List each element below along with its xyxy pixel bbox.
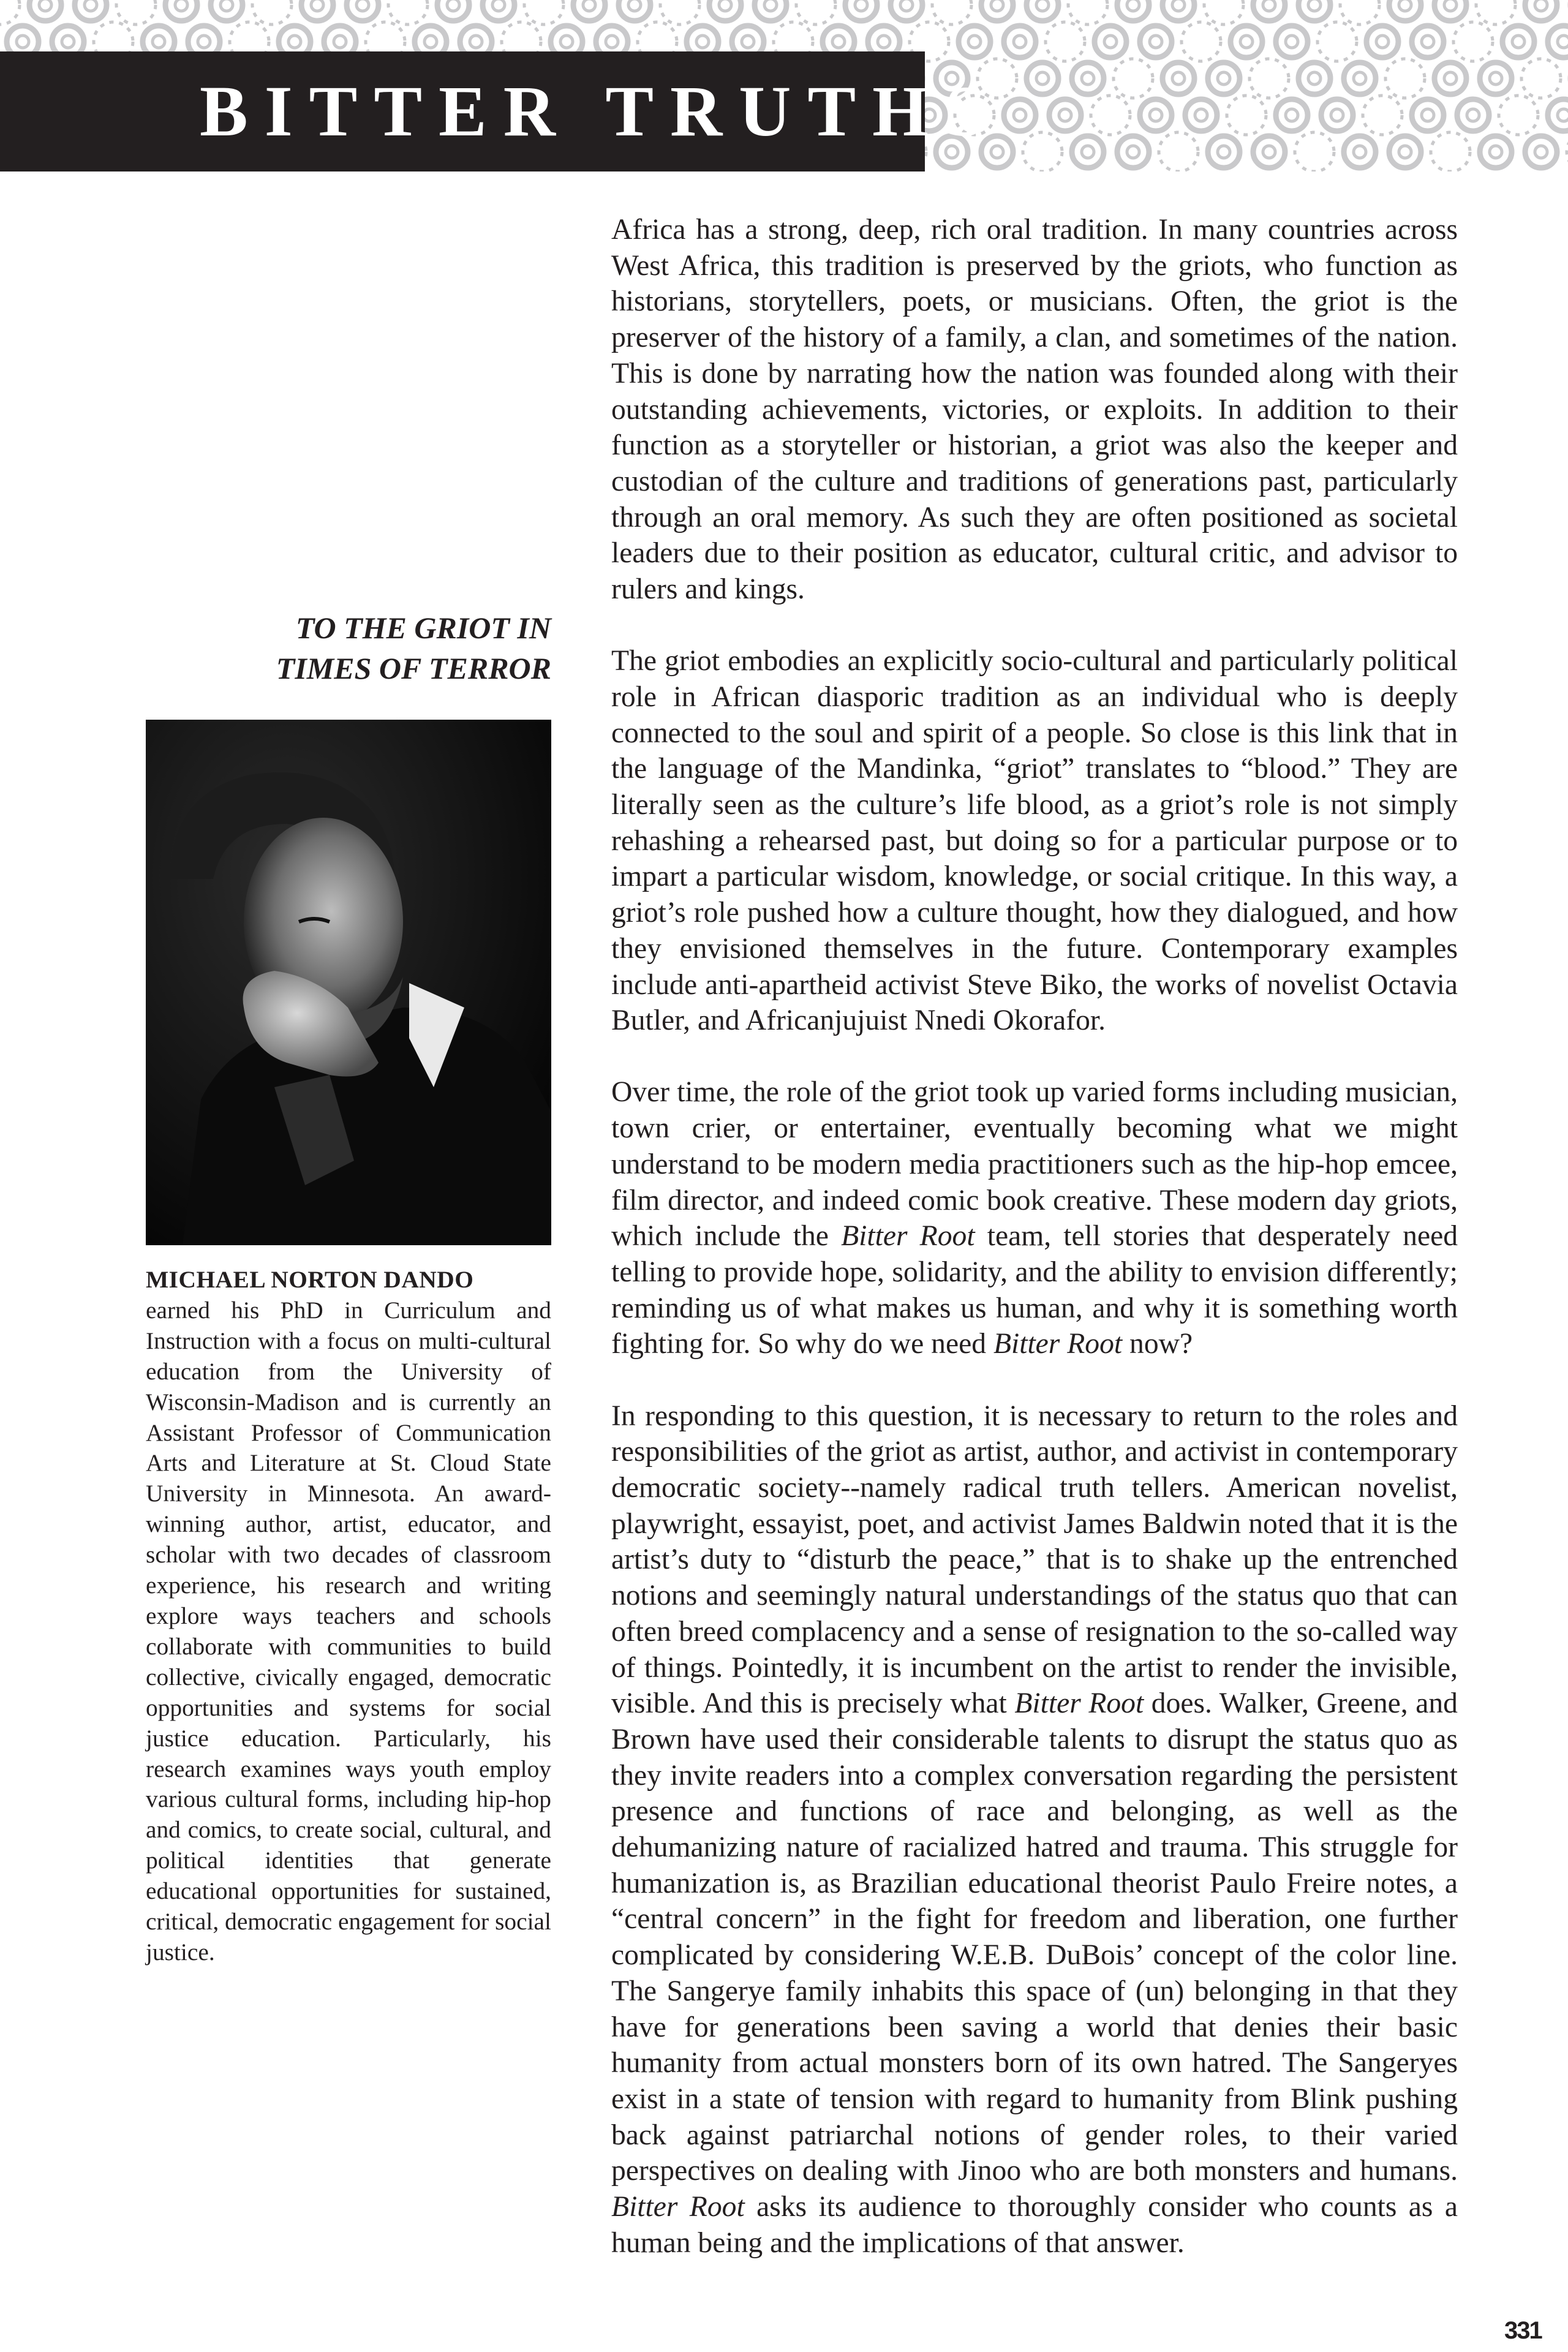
gear-ornament [1389,0,1421,21]
gear-ornament [619,0,650,21]
paragraph-text: Over time, the role of the griot took up varied forms including musician, town crier, or entertainer, eventually becoming what we might understand to be modern media practitioners such as the hip-hop emcee, film director, and indeed comic book creative. These modern day griots, which include the [611,1076,1458,1253]
author-bio [146,1265,551,1968]
gear-ornament [1046,22,1085,61]
paragraph-text: asks its audience to thoroughly consider who counts as a human being and the implications of that answer. [611,2191,1458,2259]
gear-ornament [1276,26,1308,58]
gear-ornament [1208,136,1240,168]
gear-ornament [1521,59,1561,98]
gear-ornament [981,0,1013,21]
gear-ornament [1344,136,1376,168]
gear-ornament [1476,0,1515,24]
gear-ornament [211,0,243,21]
author-name: MICHAEL NORTON DANDO [146,1266,474,1293]
gear-ornament [1548,26,1568,58]
bio-text: earned his PhD in Curriculum and Instruction with a focus on multi-cultural education from the University of Wisconsin-Madison and is currently an Assistant Professor of Communication Arts and Literature at St. Cloud State University in Minnesota. An award-winning author, artist, educator, and scholar with two decades of classroom experience, his research and writing explore ways teachers and schools collaborate with communities to build collective, civically engaged, democratic opportunities and systems for social justice education. Particularly, his research examines ways youth employ various cultural forms, including hip-hop and comics, to create social, cultural, and political identities that generate educational opportunities for sustained, critical, democratic engagement for social justice. [146,1296,551,1966]
gear-ornament [1114,59,1153,98]
book-title-italic: Bitter Root [611,2191,745,2223]
paragraph-text: now? [1122,1328,1193,1360]
gear-ornament [1295,132,1334,172]
gear-ornament [524,0,564,24]
gear-ornament [1366,26,1398,58]
gear-ornament [1185,99,1217,131]
gear-ornament [1231,26,1262,58]
gear-ornament [0,0,20,24]
gear-ornament [1525,0,1557,21]
gear-ornament [1276,99,1308,131]
gear-ornament [1227,96,1266,135]
gear-ornament [1072,62,1104,94]
gear-ornament [1502,26,1534,58]
gear-ornament [1072,136,1104,168]
gear-ornament [29,0,61,21]
article-paragraph-4 [611,1398,1458,2261]
gear-ornament [1298,62,1330,94]
gear-ornament [1068,0,1107,24]
gear-ornament [1499,96,1538,135]
gear-ornament [388,0,428,24]
gear-ornament [347,0,379,21]
gear-ornament [1457,99,1489,131]
gear-ornament [1004,99,1036,131]
book-title-italic: Bitter Root [841,1220,975,1253]
gear-ornament [1095,26,1126,58]
gear-ornament [1250,59,1289,98]
gear-ornament [1434,62,1466,94]
gear-ornament [1434,0,1466,21]
article-body [611,212,1458,2297]
gear-ornament [1253,0,1285,21]
gear-ornament [1363,96,1402,135]
article-paragraph-1: Africa has a strong, deep, rich oral tradition. In many countries across West Africa, this tradition is preserved by the griots, who function as historians, storytellers, poets, or musicians. Often, the griot is the preserver of the history of a family, a clan, and sometimes of the nation. This is done by narrating how the nation was founded along with their outstanding achievements, victories, or exploits. In addition to their function as a storyteller or historian, a griot was also the keeper and custodian of the culture and traditions of generations past, particularly through an oral memory. As such they are often positioned as societal leaders due to their position as educator, cultural critic, and advisor to rulers and kings. [611,214,1458,606]
gear-ornament [1004,26,1036,58]
gear-ornament [959,26,990,58]
gear-ornament [1389,136,1421,168]
gear-ornament [1317,22,1357,61]
gear-ornament [573,0,605,21]
gear-ornament [1023,132,1062,172]
page-number: 331 [1504,2317,1542,2344]
gear-ornament [1163,0,1194,21]
gear-ornament [1480,62,1512,94]
gear-ornament [1340,0,1379,24]
gear-ornament [1027,0,1058,21]
gear-ornament [755,0,786,21]
gear-ornament [1117,0,1149,21]
article-paragraph-2: The griot embodies an explicitly socio-cultural and particularly political role in African diasporic tradition as an individual who is deeply connected to the soul and spirit of a people. So close is this link that in the language of the Mandinka, “griot” translates to “blood.” They are literally seen as the culture’s life blood, as a griot’s role is not simply rehashing a rehearsed past, but doing so for a particular purpose or to impart a particular wisdom, knowledge, or social critique. In this way, a griot’s role pushed how a culture thought, how they dialogued, and how they envisioned themselves in the future. Contemporary examples include anti-apartheid activist Steve Biko, the works of novelist Octavia Butler, and Africanjujuist Nnedi Okorafor. [611,645,1458,1037]
author-portrait-photo [146,720,551,1245]
paragraph-text: team, tell stories that desperately need telling to provide hope, solidarity, and the ability to envision differently; reminding us of what makes us human, and why it is something worth fighting for. So why do we need [611,1220,1458,1360]
poem-title [145,608,551,688]
paragraph-text: does. Walker, Greene, and Brown have used their considerable talents to disrupt the status quo as they invite readers into a complex conversation regarding the persistent presence and functions of race and belonging, as well as the dehumanizing nature of racialized hatred and trauma. This struggle for humanization is, as Brazilian educational theorist Paulo Freire notes, a “central concern” in the fight for freedom and liberation, one further complicated by considering W.E.B. DuBois’ concept of the color line. The Sangerye family inhabits this space of (un) belonging in that they have for generations been saving a world that denies their basic humanity from actual monsters born of its own hatred. The Sangeryes exist in a state of tension with regard to humanity from Blink pushing back against patriarchal notions of gender roles, to their varied perspectives on dealing with Jinoo who are both monsters and humans. [611,1687,1458,2187]
gear-ornament [483,0,514,21]
gear-ornament [796,0,835,24]
gear-ornament [709,0,741,21]
page-title: BITTER TRUTHS [200,71,1002,151]
gear-ornament [116,0,156,24]
gear-ornament [1091,96,1130,135]
gear-ornament [1049,99,1081,131]
paragraph-text: In responding to this question, it is necessary to return to the roles and responsibilities of the griot as artist, author, and activist in contemporary democratic society--namely radical truth tellers. American novelist, playwright, essayist, poet, and activist James Baldwin noted that it is the artist’s duty to “disturb the peace,” that is to shake up the entrenched notions and seemingly natural understandings of the status quo that can often breed complacency and a sense of resignation to the so-called way of things. Pointedly, it is incumbent on the artist to render the invisible, visible. And this is precisely what [611,1400,1458,1720]
gear-ornament [845,0,877,21]
gear-ornament [437,0,469,21]
book-title-italic: Bitter Root [1014,1687,1144,1720]
book-title-italic: Bitter Root [993,1328,1123,1360]
gear-ornament [1159,132,1198,172]
gear-ornament [1412,26,1444,58]
gear-ornament [1298,0,1330,21]
gear-ornament [1412,99,1444,131]
gear-ornament [301,0,333,21]
gear-ornament [1525,136,1557,168]
gear-ornament [1548,99,1568,131]
gear-ornament [1140,26,1172,58]
gear-ornament [1480,136,1512,168]
gear-ornament [1204,0,1243,24]
gear-ornament [1385,59,1425,98]
gear-ornament [1253,136,1285,168]
poem-title-line: TO THE GRIOT IN [295,611,551,645]
gear-ornament [1163,62,1194,94]
gear-ornament [252,0,292,24]
gear-ornament [891,0,922,21]
gear-ornament [165,0,197,21]
gear-ornament [1321,99,1353,131]
gear-ornament [1140,99,1172,131]
gear-ornament [660,0,699,24]
poem-title-line: TIMES OF TERROR [276,651,551,685]
gear-ornament [1027,62,1058,94]
article-paragraph-3 [611,1074,1458,1362]
gear-ornament [1453,22,1493,61]
gear-ornament [1431,132,1470,172]
gear-ornament [75,0,107,21]
gear-ornament [1117,136,1149,168]
gear-ornament [932,0,971,24]
gear-ornament [1344,62,1376,94]
gear-ornament [1182,22,1221,61]
gear-ornament [1208,62,1240,94]
